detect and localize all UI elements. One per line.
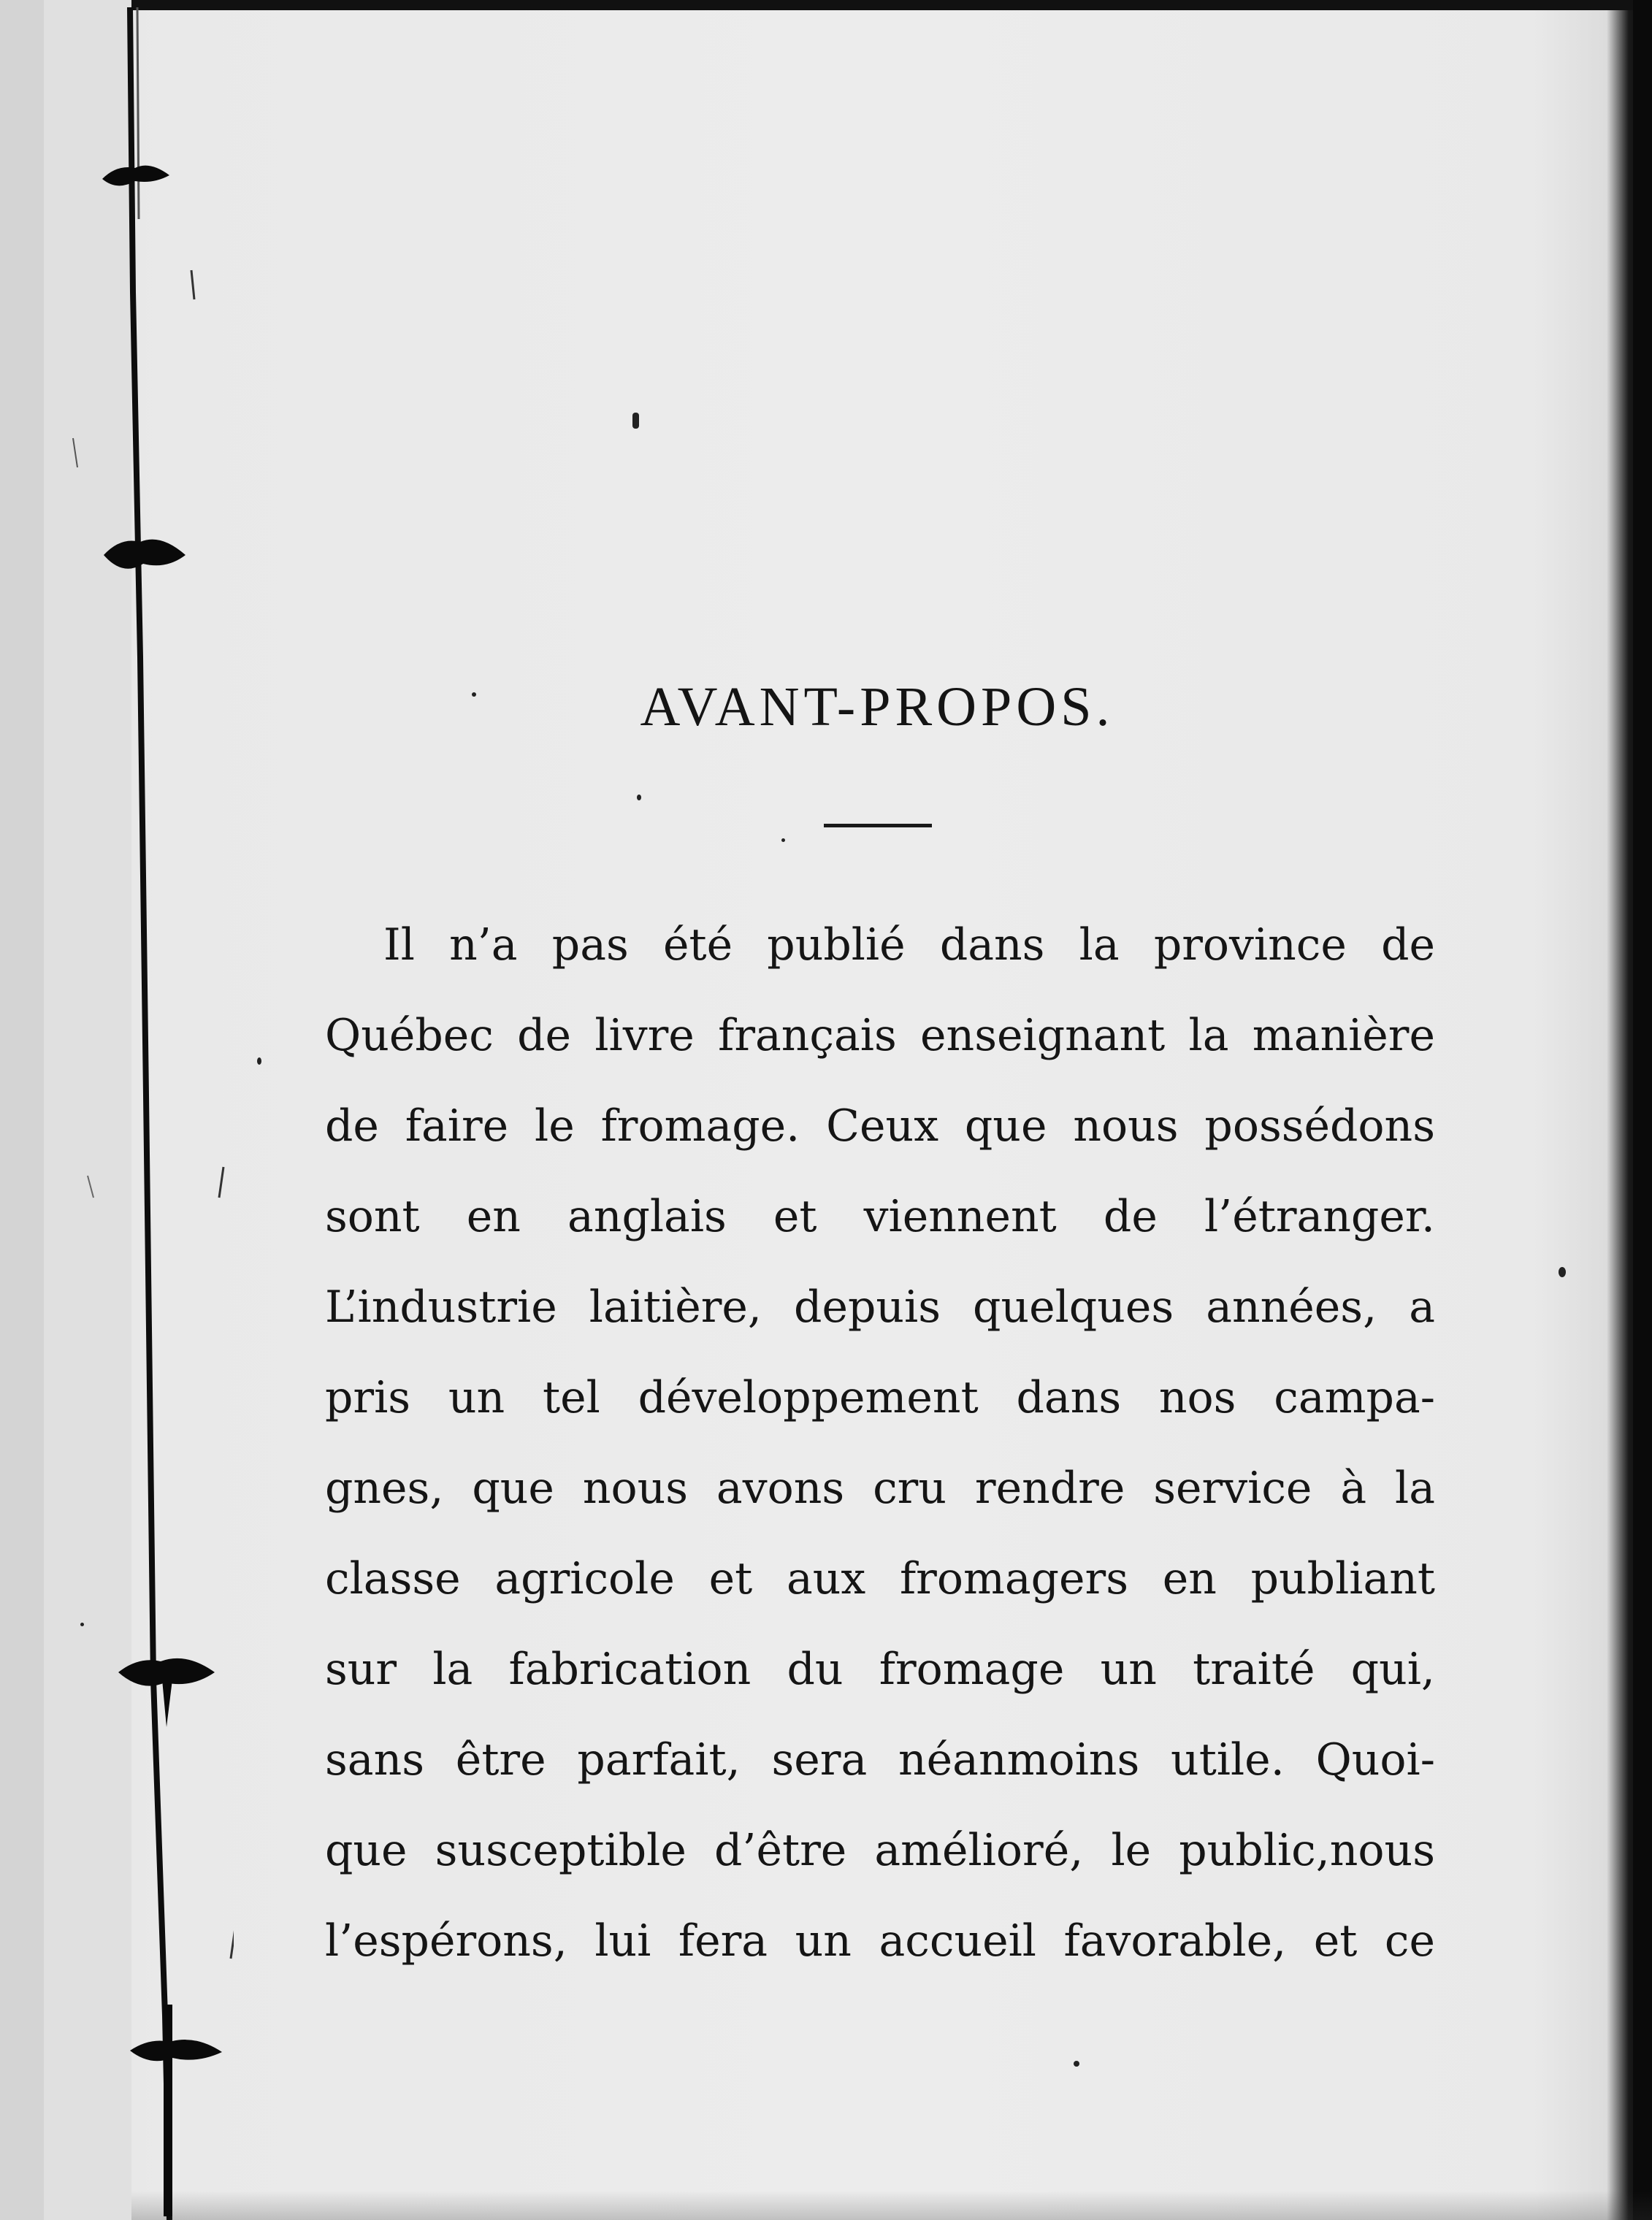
speck [632,413,639,429]
binding-stitch-3 [118,1658,215,1727]
speck [637,795,641,800]
speck [80,1623,84,1626]
text-line: gnes, que nous avons cru rendre service à la [325,1463,1435,1514]
book-binding [0,0,234,2220]
text-line: sans être parfait, sera néanmoins utile. Quoi- [325,1734,1435,1785]
text-line: de faire le fromage. Ceux que nous possédons [325,1101,1435,1152]
scan-top-edge [0,0,1652,10]
text-line: classe agricole et aux fromagers en publiant [325,1553,1435,1604]
page-heading: AVANT-PROPOS. [640,676,1114,738]
scan-bottom-shade [0,2191,1652,2220]
speck [257,1057,261,1065]
text-line: sur la fabrication du fromage un traité qui, [325,1644,1435,1695]
text-line: sont en anglais et viennent de l’étranger. [325,1191,1435,1242]
scan-right-edge [1633,0,1652,2220]
text-line: Québec de livre français enseignant la manière [325,1010,1435,1061]
text-line: pris un tel développement dans nos campa- [325,1372,1435,1423]
text-line: que susceptible d’être amélioré, le public,nous [325,1825,1435,1876]
speck [1074,2061,1079,2067]
heading-rule [824,824,932,827]
speck [1559,1267,1566,1277]
text-line: Il n’a pas été publié dans la province de [383,919,1435,971]
binding-stitch-4 [130,2005,222,2216]
text-line: l’espérons, lui fera un accueil favorable, et ce [325,1915,1435,1967]
speck [781,838,785,842]
text-line: L’industrie laitière, depuis quelques années, a [325,1282,1435,1333]
body-paragraph [325,900,1435,1986]
